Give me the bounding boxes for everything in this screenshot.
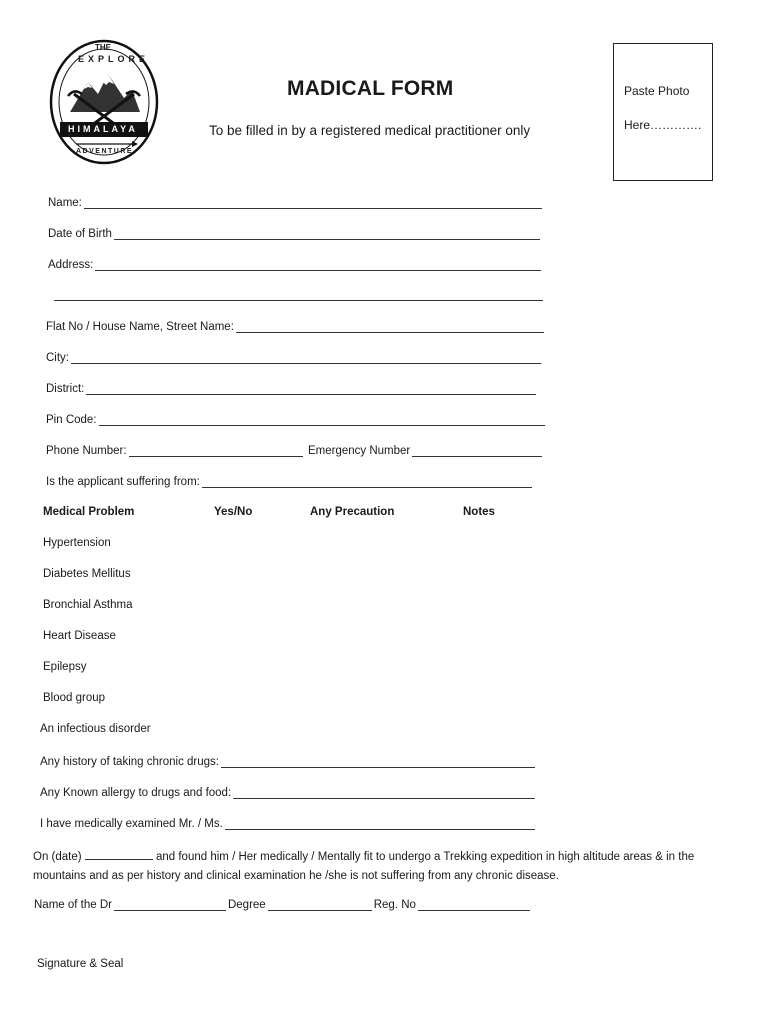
- photo-box[interactable]: [613, 43, 713, 181]
- address-label: Address:: [48, 259, 94, 271]
- district-field[interactable]: [46, 379, 536, 395]
- phone-label: Phone Number:: [46, 445, 127, 457]
- photo-box-here: Here………….: [624, 118, 702, 132]
- flat-field[interactable]: [46, 317, 544, 333]
- emergency-line[interactable]: [412, 444, 542, 457]
- address-line-2[interactable]: [54, 299, 543, 301]
- district-line[interactable]: [86, 382, 536, 395]
- chronic-drugs-field[interactable]: [40, 752, 535, 768]
- chronic-drugs-line[interactable]: [221, 755, 535, 768]
- city-line[interactable]: [71, 351, 541, 364]
- emergency-field[interactable]: [308, 441, 542, 457]
- declaration-date-line[interactable]: [85, 847, 153, 860]
- allergy-label: Any Known allergy to drugs and food:: [40, 787, 232, 799]
- doctor-degree-label: Degree: [227, 899, 266, 911]
- logo: [48, 38, 160, 166]
- address-field[interactable]: [48, 255, 541, 271]
- district-label: District:: [46, 383, 85, 395]
- doctor-reg-label: Reg. No: [373, 899, 416, 911]
- table-header-precaution: Any Precaution: [310, 506, 395, 518]
- dob-field[interactable]: [48, 224, 540, 240]
- examined-field[interactable]: [40, 814, 535, 830]
- photo-box-label: Paste Photo: [624, 84, 690, 98]
- table-header-notes: Notes: [463, 506, 495, 518]
- allergy-line[interactable]: [233, 786, 535, 799]
- dob-label: Date of Birth: [48, 228, 112, 240]
- flat-line[interactable]: [236, 320, 544, 333]
- page-subtitle: To be filled in by a registered medical practitioner only: [209, 123, 531, 138]
- logo-text-bottom: ADVENTURE: [76, 148, 134, 155]
- dob-line[interactable]: [114, 227, 540, 240]
- city-field[interactable]: [46, 348, 541, 364]
- examined-line[interactable]: [225, 817, 535, 830]
- logo-banner-text: HIMALAYA: [68, 124, 138, 134]
- declaration-date-label: On (date): [33, 851, 82, 863]
- table-row: An infectious disorder: [40, 723, 151, 735]
- logo-text-top: THE: [95, 43, 111, 52]
- doctor-degree-line[interactable]: [268, 898, 372, 911]
- declaration-paragraph: [33, 847, 733, 886]
- address-line[interactable]: [95, 258, 541, 271]
- doctor-field[interactable]: [34, 895, 530, 911]
- signature-seal-label: Signature & Seal: [37, 958, 124, 970]
- doctor-name-label: Name of the Dr: [34, 899, 112, 911]
- phone-field[interactable]: [46, 441, 303, 457]
- flat-label: Flat No / House Name, Street Name:: [46, 321, 234, 333]
- table-header-problem: Medical Problem: [43, 506, 135, 518]
- declaration-text: and found him / Her medically / Mentally fit to undergo a Trekking expedition in high altitude areas & in the mountains and as per history and clinical examination he /she is not suffering from any chronic disease.: [33, 851, 695, 882]
- table-row: Diabetes Mellitus: [43, 568, 131, 580]
- table-row: Hypertension: [43, 537, 111, 549]
- table-row: Epilepsy: [43, 661, 87, 673]
- doctor-name-line[interactable]: [114, 898, 226, 911]
- emergency-label: Emergency Number: [308, 445, 411, 457]
- doctor-reg-line[interactable]: [418, 898, 530, 911]
- examined-label: I have medically examined Mr. / Ms.: [40, 818, 223, 830]
- name-label: Name:: [48, 197, 82, 209]
- name-field[interactable]: [48, 193, 542, 209]
- pin-field[interactable]: [46, 410, 545, 426]
- pin-line[interactable]: [99, 413, 545, 426]
- city-label: City:: [46, 352, 69, 364]
- pin-label: Pin Code:: [46, 414, 97, 426]
- table-row: Heart Disease: [43, 630, 116, 642]
- suffering-line[interactable]: [202, 475, 532, 488]
- suffering-field[interactable]: [46, 472, 532, 488]
- logo-text-arc: EXPLORE: [78, 54, 150, 64]
- table-header-yesno: Yes/No: [214, 506, 253, 518]
- page-title: MADICAL FORM: [287, 77, 454, 100]
- name-line[interactable]: [84, 196, 542, 209]
- phone-line[interactable]: [129, 444, 303, 457]
- suffering-label: Is the applicant suffering from:: [46, 476, 200, 488]
- table-row: Blood group: [43, 692, 106, 704]
- chronic-drugs-label: Any history of taking chronic drugs:: [40, 756, 219, 768]
- allergy-field[interactable]: [40, 783, 535, 799]
- table-row: Bronchial Asthma: [43, 599, 133, 611]
